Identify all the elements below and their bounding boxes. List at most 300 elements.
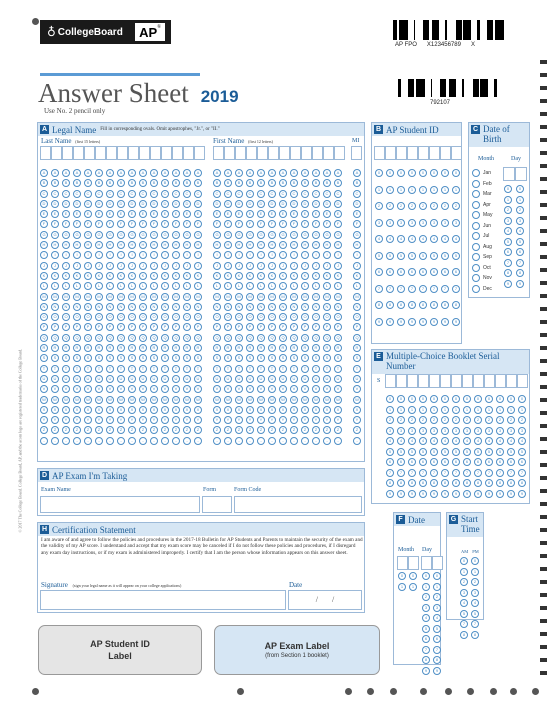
- answer-bubble[interactable]: K: [323, 272, 331, 280]
- answer-bubble[interactable]: W: [290, 396, 298, 404]
- answer-bubble[interactable]: N: [128, 303, 136, 311]
- answer-bubble[interactable]: E: [161, 210, 169, 218]
- answer-bubble[interactable]: X: [73, 406, 81, 414]
- answer-bubble[interactable]: 7: [441, 469, 449, 477]
- answer-bubble[interactable]: 2: [419, 416, 427, 424]
- answer-bubble[interactable]: P: [213, 323, 221, 331]
- answer-bubble[interactable]: K: [128, 272, 136, 280]
- answer-bubble[interactable]: I: [279, 251, 287, 259]
- answer-bubble[interactable]: P: [73, 323, 81, 331]
- answer-bubble[interactable]: B: [161, 179, 169, 187]
- answer-bubble[interactable]: D: [139, 200, 147, 208]
- answer-bubble[interactable]: S: [194, 354, 202, 362]
- answer-bubble[interactable]: 5: [430, 448, 438, 456]
- month-option[interactable]: [472, 284, 492, 295]
- answer-bubble[interactable]: 6: [496, 458, 504, 466]
- answer-bubble[interactable]: E: [224, 210, 232, 218]
- answer-bubble[interactable]: 2: [518, 416, 526, 424]
- answer-bubble[interactable]: 4: [474, 437, 482, 445]
- month-option[interactable]: [472, 221, 492, 232]
- month-bubble[interactable]: [472, 264, 480, 272]
- answer-bubble[interactable]: V: [246, 385, 254, 393]
- answer-bubble[interactable]: K: [290, 272, 298, 280]
- answer-bubble[interactable]: K: [62, 272, 70, 280]
- answer-bubble[interactable]: R: [95, 344, 103, 352]
- answer-bubble[interactable]: Q: [161, 334, 169, 342]
- write-in-box[interactable]: [484, 374, 495, 388]
- answer-bubble[interactable]: B: [257, 179, 265, 187]
- answer-bubble[interactable]: S: [161, 354, 169, 362]
- answer-bubble[interactable]: 0: [485, 395, 493, 403]
- answer-bubble[interactable]: K: [194, 272, 202, 280]
- answer-bubble[interactable]: N: [334, 303, 342, 311]
- answer-bubble[interactable]: B: [183, 179, 191, 187]
- answer-bubble[interactable]: X: [95, 406, 103, 414]
- answer-bubble[interactable]: 5: [471, 610, 479, 618]
- answer-bubble[interactable]: 6: [419, 268, 427, 276]
- answer-bubble[interactable]: 9: [375, 318, 383, 326]
- answer-bubble[interactable]: 1: [386, 186, 394, 194]
- answer-bubble[interactable]: X: [172, 406, 180, 414]
- answer-bubble[interactable]: J: [194, 262, 202, 270]
- answer-bubble[interactable]: 3: [430, 219, 438, 227]
- answer-bubble[interactable]: -: [62, 437, 70, 445]
- answer-bubble[interactable]: C: [40, 190, 48, 198]
- answer-bubble[interactable]: K: [224, 272, 232, 280]
- answer-bubble[interactable]: L: [73, 282, 81, 290]
- answer-bubble[interactable]: 2: [504, 206, 512, 214]
- answer-bubble[interactable]: X: [312, 406, 320, 414]
- answer-bubble[interactable]: V: [128, 385, 136, 393]
- answer-bubble[interactable]: 5: [397, 252, 405, 260]
- answer-bubble[interactable]: L: [224, 282, 232, 290]
- answer-bubble[interactable]: R: [51, 344, 59, 352]
- answer-bubble[interactable]: P: [246, 323, 254, 331]
- answer-bubble[interactable]: A: [150, 169, 158, 177]
- answer-bubble[interactable]: 5: [518, 448, 526, 456]
- answer-bubble[interactable]: 9: [441, 318, 449, 326]
- answer-bubble[interactable]: 4: [496, 437, 504, 445]
- answer-bubble[interactable]: I: [106, 251, 114, 259]
- answer-bubble[interactable]: Q: [213, 334, 221, 342]
- answer-bubble[interactable]: T: [224, 365, 232, 373]
- answer-bubble[interactable]: W: [323, 396, 331, 404]
- write-in-box[interactable]: [51, 146, 62, 160]
- answer-bubble[interactable]: X: [139, 406, 147, 414]
- answer-bubble[interactable]: R: [106, 344, 114, 352]
- month-bubble[interactable]: [472, 274, 480, 282]
- answer-bubble[interactable]: N: [290, 303, 298, 311]
- answer-bubble[interactable]: E: [51, 210, 59, 218]
- answer-bubble[interactable]: 1: [397, 186, 405, 194]
- answer-bubble[interactable]: 5: [485, 448, 493, 456]
- write-in-box[interactable]: [128, 146, 139, 160]
- answer-bubble[interactable]: 4: [422, 614, 430, 622]
- answer-bubble[interactable]: J: [95, 262, 103, 270]
- answer-bubble[interactable]: V: [139, 385, 147, 393]
- answer-bubble[interactable]: 6: [474, 458, 482, 466]
- answer-bubble[interactable]: V: [312, 385, 320, 393]
- answer-bubble[interactable]: 7: [474, 469, 482, 477]
- answer-bubble[interactable]: 4: [441, 235, 449, 243]
- answer-bubble[interactable]: G: [268, 231, 276, 239]
- answer-bubble[interactable]: G: [334, 231, 342, 239]
- answer-bubble[interactable]: P: [312, 323, 320, 331]
- answer-bubble[interactable]: S: [106, 354, 114, 362]
- answer-bubble[interactable]: K: [246, 272, 254, 280]
- answer-bubble[interactable]: A: [224, 169, 232, 177]
- answer-bubble[interactable]: M: [84, 293, 92, 301]
- answer-bubble[interactable]: R: [312, 344, 320, 352]
- answer-bubble[interactable]: H: [183, 241, 191, 249]
- answer-bubble[interactable]: H: [40, 241, 48, 249]
- answer-bubble[interactable]: 9: [397, 318, 405, 326]
- month-bubble[interactable]: [472, 190, 480, 198]
- answer-bubble[interactable]: O: [334, 313, 342, 321]
- answer-bubble[interactable]: S: [268, 354, 276, 362]
- answer-bubble[interactable]: 7: [430, 469, 438, 477]
- answer-bubble[interactable]: K: [172, 272, 180, 280]
- answer-bubble[interactable]: 0: [422, 572, 430, 580]
- answer-bubble[interactable]: C: [279, 190, 287, 198]
- answer-bubble[interactable]: C: [213, 190, 221, 198]
- answer-bubble[interactable]: Z: [257, 426, 265, 434]
- answer-bubble[interactable]: U: [128, 375, 136, 383]
- answer-bubble[interactable]: 9: [397, 490, 405, 498]
- answer-bubble[interactable]: T: [312, 365, 320, 373]
- answer-bubble[interactable]: 1: [496, 406, 504, 414]
- answer-bubble[interactable]: B: [62, 179, 70, 187]
- answer-bubble[interactable]: J: [290, 262, 298, 270]
- answer-bubble[interactable]: U: [161, 375, 169, 383]
- answer-bubble[interactable]: 1: [386, 406, 394, 414]
- write-in-box[interactable]: [385, 146, 396, 160]
- answer-bubble[interactable]: L: [290, 282, 298, 290]
- answer-bubble[interactable]: M: [301, 293, 309, 301]
- answer-bubble[interactable]: Y: [73, 416, 81, 424]
- answer-bubble[interactable]: A: [235, 169, 243, 177]
- answer-bubble[interactable]: U: [40, 375, 48, 383]
- answer-bubble[interactable]: 7: [452, 285, 460, 293]
- answer-bubble[interactable]: O: [139, 313, 147, 321]
- answer-bubble[interactable]: 9: [504, 280, 512, 288]
- answer-bubble[interactable]: G: [40, 231, 48, 239]
- answer-bubble[interactable]: 4: [430, 235, 438, 243]
- answer-bubble[interactable]: 6: [408, 268, 416, 276]
- answer-bubble[interactable]: L: [301, 282, 309, 290]
- answer-bubble[interactable]: G: [194, 231, 202, 239]
- answer-bubble[interactable]: G: [62, 231, 70, 239]
- answer-bubble[interactable]: X: [268, 406, 276, 414]
- answer-bubble[interactable]: F: [268, 220, 276, 228]
- answer-bubble[interactable]: 7: [504, 259, 512, 267]
- answer-bubble[interactable]: Y: [235, 416, 243, 424]
- answer-bubble[interactable]: G: [301, 231, 309, 239]
- answer-bubble[interactable]: T: [84, 365, 92, 373]
- answer-bubble[interactable]: N: [246, 303, 254, 311]
- answer-bubble[interactable]: 0: [386, 395, 394, 403]
- answer-bubble[interactable]: S: [62, 354, 70, 362]
- write-in-box[interactable]: [183, 146, 194, 160]
- answer-bubble[interactable]: -: [128, 437, 136, 445]
- answer-bubble[interactable]: -: [73, 437, 81, 445]
- answer-bubble[interactable]: Z: [279, 426, 287, 434]
- answer-bubble[interactable]: 3: [518, 427, 526, 435]
- answer-bubble[interactable]: G: [312, 231, 320, 239]
- answer-bubble[interactable]: L: [235, 282, 243, 290]
- answer-bubble[interactable]: R: [183, 344, 191, 352]
- answer-bubble[interactable]: F: [312, 220, 320, 228]
- answer-bubble[interactable]: J: [312, 262, 320, 270]
- answer-bubble[interactable]: 5: [408, 252, 416, 260]
- answer-bubble[interactable]: 8: [386, 479, 394, 487]
- answer-bubble[interactable]: T: [213, 365, 221, 373]
- answer-bubble[interactable]: Y: [106, 416, 114, 424]
- answer-bubble[interactable]: R: [150, 344, 158, 352]
- answer-bubble[interactable]: H: [117, 241, 125, 249]
- answer-bubble[interactable]: W: [40, 396, 48, 404]
- answer-bubble[interactable]: Y: [62, 416, 70, 424]
- answer-bubble[interactable]: 0: [474, 395, 482, 403]
- answer-bubble[interactable]: 9: [433, 667, 441, 675]
- answer-bubble[interactable]: D: [323, 200, 331, 208]
- answer-bubble[interactable]: R: [84, 344, 92, 352]
- answer-bubble[interactable]: C: [150, 190, 158, 198]
- answer-bubble[interactable]: D: [84, 200, 92, 208]
- answer-bubble[interactable]: 4: [452, 235, 460, 243]
- answer-bubble[interactable]: D: [235, 200, 243, 208]
- answer-bubble[interactable]: 6: [452, 268, 460, 276]
- answer-bubble[interactable]: 9: [386, 318, 394, 326]
- answer-bubble[interactable]: D: [183, 200, 191, 208]
- answer-bubble[interactable]: Z: [172, 426, 180, 434]
- answer-bubble[interactable]: 3: [441, 219, 449, 227]
- answer-bubble[interactable]: 1: [441, 406, 449, 414]
- answer-bubble[interactable]: I: [128, 251, 136, 259]
- answer-bubble[interactable]: 7: [518, 469, 526, 477]
- answer-bubble[interactable]: S: [312, 354, 320, 362]
- answer-bubble[interactable]: 1: [408, 406, 416, 414]
- answer-bubble[interactable]: 4: [516, 227, 524, 235]
- answer-bubble[interactable]: 7: [419, 469, 427, 477]
- answer-bubble[interactable]: A: [139, 169, 147, 177]
- write-in-box[interactable]: [407, 374, 418, 388]
- answer-bubble[interactable]: 4: [518, 437, 526, 445]
- answer-bubble[interactable]: I: [183, 251, 191, 259]
- answer-bubble[interactable]: D: [172, 200, 180, 208]
- answer-bubble[interactable]: 8: [419, 301, 427, 309]
- answer-bubble[interactable]: 2: [452, 416, 460, 424]
- answer-bubble[interactable]: T: [150, 365, 158, 373]
- answer-bubble[interactable]: 2: [386, 416, 394, 424]
- answer-bubble[interactable]: S: [213, 354, 221, 362]
- answer-bubble[interactable]: Q: [183, 334, 191, 342]
- answer-bubble[interactable]: Y: [246, 416, 254, 424]
- answer-bubble[interactable]: -: [257, 437, 265, 445]
- answer-bubble[interactable]: T: [235, 365, 243, 373]
- answer-bubble[interactable]: M: [323, 293, 331, 301]
- answer-bubble[interactable]: R: [268, 344, 276, 352]
- answer-bubble[interactable]: H: [224, 241, 232, 249]
- answer-bubble[interactable]: L: [106, 282, 114, 290]
- answer-bubble[interactable]: B: [235, 179, 243, 187]
- answer-bubble[interactable]: V: [84, 385, 92, 393]
- answer-bubble[interactable]: X: [213, 406, 221, 414]
- exam-name-field[interactable]: [40, 496, 200, 513]
- answer-bubble[interactable]: H: [279, 241, 287, 249]
- answer-bubble[interactable]: F: [139, 220, 147, 228]
- answer-bubble[interactable]: Q: [290, 334, 298, 342]
- write-in-box[interactable]: [150, 146, 161, 160]
- write-in-box[interactable]: [62, 146, 73, 160]
- answer-bubble[interactable]: 9: [441, 490, 449, 498]
- month-option[interactable]: [472, 252, 492, 263]
- date-field[interactable]: / /: [288, 590, 362, 610]
- answer-bubble[interactable]: 4: [441, 437, 449, 445]
- answer-bubble[interactable]: T: [172, 365, 180, 373]
- answer-bubble[interactable]: Y: [139, 416, 147, 424]
- answer-bubble[interactable]: S: [224, 354, 232, 362]
- answer-bubble[interactable]: Q: [73, 334, 81, 342]
- answer-bubble[interactable]: R: [139, 344, 147, 352]
- answer-bubble[interactable]: E: [301, 210, 309, 218]
- answer-bubble[interactable]: 2: [485, 416, 493, 424]
- answer-bubble[interactable]: N: [268, 303, 276, 311]
- answer-bubble[interactable]: T: [301, 365, 309, 373]
- answer-bubble[interactable]: B: [51, 179, 59, 187]
- answer-bubble[interactable]: P: [224, 323, 232, 331]
- answer-bubble[interactable]: 0: [408, 169, 416, 177]
- answer-bubble[interactable]: C: [128, 190, 136, 198]
- answer-bubble[interactable]: T: [323, 365, 331, 373]
- answer-bubble[interactable]: E: [334, 210, 342, 218]
- answer-bubble[interactable]: C: [51, 190, 59, 198]
- answer-bubble[interactable]: 2: [516, 206, 524, 214]
- answer-bubble[interactable]: 5: [433, 625, 441, 633]
- answer-bubble[interactable]: 4: [504, 227, 512, 235]
- answer-bubble[interactable]: 3: [485, 427, 493, 435]
- answer-bubble[interactable]: -: [117, 437, 125, 445]
- answer-bubble[interactable]: 3: [452, 219, 460, 227]
- answer-bubble[interactable]: -: [353, 437, 361, 445]
- answer-bubble[interactable]: R: [40, 344, 48, 352]
- answer-bubble[interactable]: N: [257, 303, 265, 311]
- answer-bubble[interactable]: P: [95, 323, 103, 331]
- answer-bubble[interactable]: C: [334, 190, 342, 198]
- answer-bubble[interactable]: Q: [301, 334, 309, 342]
- answer-bubble[interactable]: U: [301, 375, 309, 383]
- signature-field[interactable]: [40, 590, 286, 610]
- answer-bubble[interactable]: G: [139, 231, 147, 239]
- answer-bubble[interactable]: I: [334, 251, 342, 259]
- answer-bubble[interactable]: 5: [386, 252, 394, 260]
- answer-bubble[interactable]: K: [73, 272, 81, 280]
- answer-bubble[interactable]: Y: [279, 416, 287, 424]
- answer-bubble[interactable]: -: [106, 437, 114, 445]
- answer-bubble[interactable]: 1: [433, 583, 441, 591]
- answer-bubble[interactable]: X: [353, 406, 361, 414]
- answer-bubble[interactable]: -: [139, 437, 147, 445]
- answer-bubble[interactable]: W: [194, 396, 202, 404]
- answer-bubble[interactable]: A: [183, 169, 191, 177]
- answer-bubble[interactable]: A: [213, 169, 221, 177]
- answer-bubble[interactable]: H: [128, 241, 136, 249]
- answer-bubble[interactable]: 4: [419, 437, 427, 445]
- answer-bubble[interactable]: R: [194, 344, 202, 352]
- write-in-box[interactable]: [301, 146, 312, 160]
- answer-bubble[interactable]: J: [235, 262, 243, 270]
- answer-bubble[interactable]: P: [62, 323, 70, 331]
- answer-bubble[interactable]: 2: [452, 202, 460, 210]
- answer-bubble[interactable]: S: [257, 354, 265, 362]
- answer-bubble[interactable]: E: [128, 210, 136, 218]
- answer-bubble[interactable]: 1: [516, 196, 524, 204]
- answer-bubble[interactable]: 5: [422, 625, 430, 633]
- answer-bubble[interactable]: 8: [408, 479, 416, 487]
- answer-bubble[interactable]: M: [62, 293, 70, 301]
- answer-bubble[interactable]: M: [128, 293, 136, 301]
- answer-bubble[interactable]: O: [246, 313, 254, 321]
- answer-bubble[interactable]: 1: [397, 406, 405, 414]
- answer-bubble[interactable]: S: [117, 354, 125, 362]
- answer-bubble[interactable]: 9: [485, 490, 493, 498]
- answer-bubble[interactable]: B: [95, 179, 103, 187]
- answer-bubble[interactable]: V: [213, 385, 221, 393]
- answer-bubble[interactable]: W: [172, 396, 180, 404]
- answer-bubble[interactable]: X: [290, 406, 298, 414]
- answer-bubble[interactable]: O: [301, 313, 309, 321]
- answer-bubble[interactable]: 5: [507, 448, 515, 456]
- answer-bubble[interactable]: 6: [430, 458, 438, 466]
- answer-bubble[interactable]: L: [194, 282, 202, 290]
- answer-bubble[interactable]: 4: [386, 235, 394, 243]
- answer-bubble[interactable]: 7: [460, 620, 468, 628]
- answer-bubble[interactable]: H: [246, 241, 254, 249]
- answer-bubble[interactable]: 2: [422, 593, 430, 601]
- answer-bubble[interactable]: -: [290, 437, 298, 445]
- answer-bubble[interactable]: E: [213, 210, 221, 218]
- answer-bubble[interactable]: Z: [84, 426, 92, 434]
- answer-bubble[interactable]: L: [183, 282, 191, 290]
- answer-bubble[interactable]: U: [257, 375, 265, 383]
- answer-bubble[interactable]: S: [84, 354, 92, 362]
- answer-bubble[interactable]: O: [235, 313, 243, 321]
- answer-bubble[interactable]: A: [268, 169, 276, 177]
- answer-bubble[interactable]: 8: [474, 479, 482, 487]
- answer-bubble[interactable]: H: [235, 241, 243, 249]
- answer-bubble[interactable]: 7: [433, 646, 441, 654]
- answer-bubble[interactable]: Q: [323, 334, 331, 342]
- answer-bubble[interactable]: D: [117, 200, 125, 208]
- answer-bubble[interactable]: H: [139, 241, 147, 249]
- month-bubble[interactable]: [472, 243, 480, 251]
- answer-bubble[interactable]: -: [312, 437, 320, 445]
- answer-bubble[interactable]: R: [334, 344, 342, 352]
- answer-bubble[interactable]: 8: [441, 301, 449, 309]
- answer-bubble[interactable]: T: [279, 365, 287, 373]
- month-option[interactable]: [472, 200, 492, 211]
- answer-bubble[interactable]: 9: [430, 490, 438, 498]
- answer-bubble[interactable]: Z: [334, 426, 342, 434]
- answer-bubble[interactable]: V: [334, 385, 342, 393]
- answer-bubble[interactable]: V: [62, 385, 70, 393]
- answer-bubble[interactable]: M: [213, 293, 221, 301]
- answer-bubble[interactable]: W: [235, 396, 243, 404]
- answer-bubble[interactable]: W: [139, 396, 147, 404]
- answer-bubble[interactable]: G: [323, 231, 331, 239]
- answer-bubble[interactable]: W: [301, 396, 309, 404]
- answer-bubble[interactable]: 7: [471, 620, 479, 628]
